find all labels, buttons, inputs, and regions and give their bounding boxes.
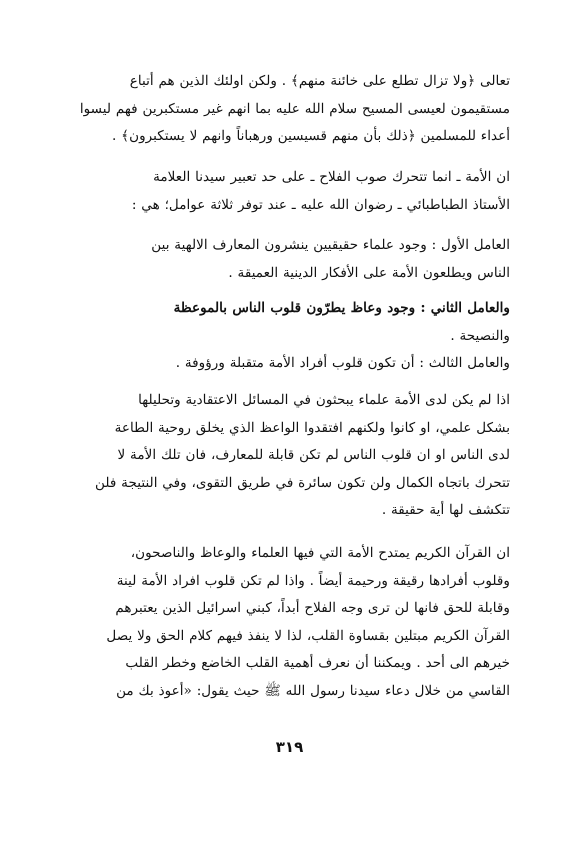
paragraph-consequence — [70, 387, 510, 525]
text-line: العامل الأول : وجود علماء حقيقيين ينشرون المعارف الالهية بين — [151, 237, 510, 253]
text-line: القاسي من خلال دعاء سيدنا رسول الله ﷺ حيث يقول: «أعوذ بك من — [116, 682, 510, 699]
text-line: أعداء للمسلمين ﴿ذلك بأن منهم قسيسين ورهباناً وانهم لا يستكبرون﴾ . — [112, 128, 510, 145]
text-line: لدى الناس او ان قلوب الناس لم تكن قابلة للمعارف، فان تلك الأمة لا — [117, 447, 510, 464]
text-line: والعامل الثالث : أن تكون قلوب أفراد الأمة متقبلة ورؤوفة . — [175, 355, 510, 371]
text-line: والنصيحة . — [450, 327, 510, 344]
text-line: تعالى ﴿ولا تزال تطلع على خائنة منهم﴾ . ولكن اولئك الذين هم أتباع — [129, 73, 510, 89]
text-line: بشكل علمي، او كانوا ولكنهم افتقدوا الواعظ الذي يخلق روحية الطاعة — [114, 419, 510, 436]
paragraph-quran-praise — [70, 540, 510, 706]
text-line: ان القرآن الكريم يمتدح الأمة التي فيها العلماء والوعاظ والناصحون، — [130, 545, 510, 561]
text-line: اذا لم يكن لدى الأمة علماء يبحثون في المسائل الاعتقادية وتحليلها — [138, 392, 510, 408]
paragraph-quran-verses — [70, 68, 510, 151]
paragraph-second-factor — [70, 295, 510, 350]
text-line: تتحرك باتجاه الكمال ولن تكون سائرة في طريق التقوى، وفي النتيجة فلن — [95, 474, 510, 491]
paragraph-third-factor — [70, 350, 510, 378]
paragraph-first-factor — [70, 232, 510, 287]
page-number: ٣١٩ — [275, 738, 304, 756]
text-line: والعامل الثاني : وجود وعاظ يطرّون قلوب الناس بالموعظة — [173, 300, 510, 316]
text-line: مستقيمون لعيسى المسيح سلام الله عليه بما انهم غير مستكبرين فهم ليسوا — [79, 100, 510, 117]
paragraph-three-factors-intro — [70, 164, 510, 219]
text-line: وقلوب أفرادها رقيقة ورحيمة أيضاً . واذا لم تكن قلوب افراد الأمة لينة — [116, 572, 510, 589]
text-line: الناس ويطلعون الأمة على الأفكار الدينية العميقة . — [228, 264, 510, 281]
text-line: ان الأمة ـ انما تتحرك صوب الفلاح ـ على حد تعبير سيدنا العلامة — [153, 169, 510, 185]
text-line: القرآن الكريم مبتلين بقساوة القلب، لذا لا ينفذ فيهم كلام الحق ولا يصل — [106, 627, 510, 644]
text-line: وقابلة للحق فانها لن ترى وجه الفلاح أبداً، كبني اسرائيل الذين يعتبرهم — [115, 600, 510, 617]
text-line: خيرهم الى أحد . ويمكننا أن نعرف أهمية القلب الخاضع وخطر القلب — [125, 655, 510, 672]
text-line: تتكشف لها أية حقيقة . — [381, 502, 510, 519]
text-line: الأستاذ الطباطبائي ـ رضوان الله عليه ـ عند توفر ثلاثة عوامل؛ هي : — [131, 196, 510, 213]
